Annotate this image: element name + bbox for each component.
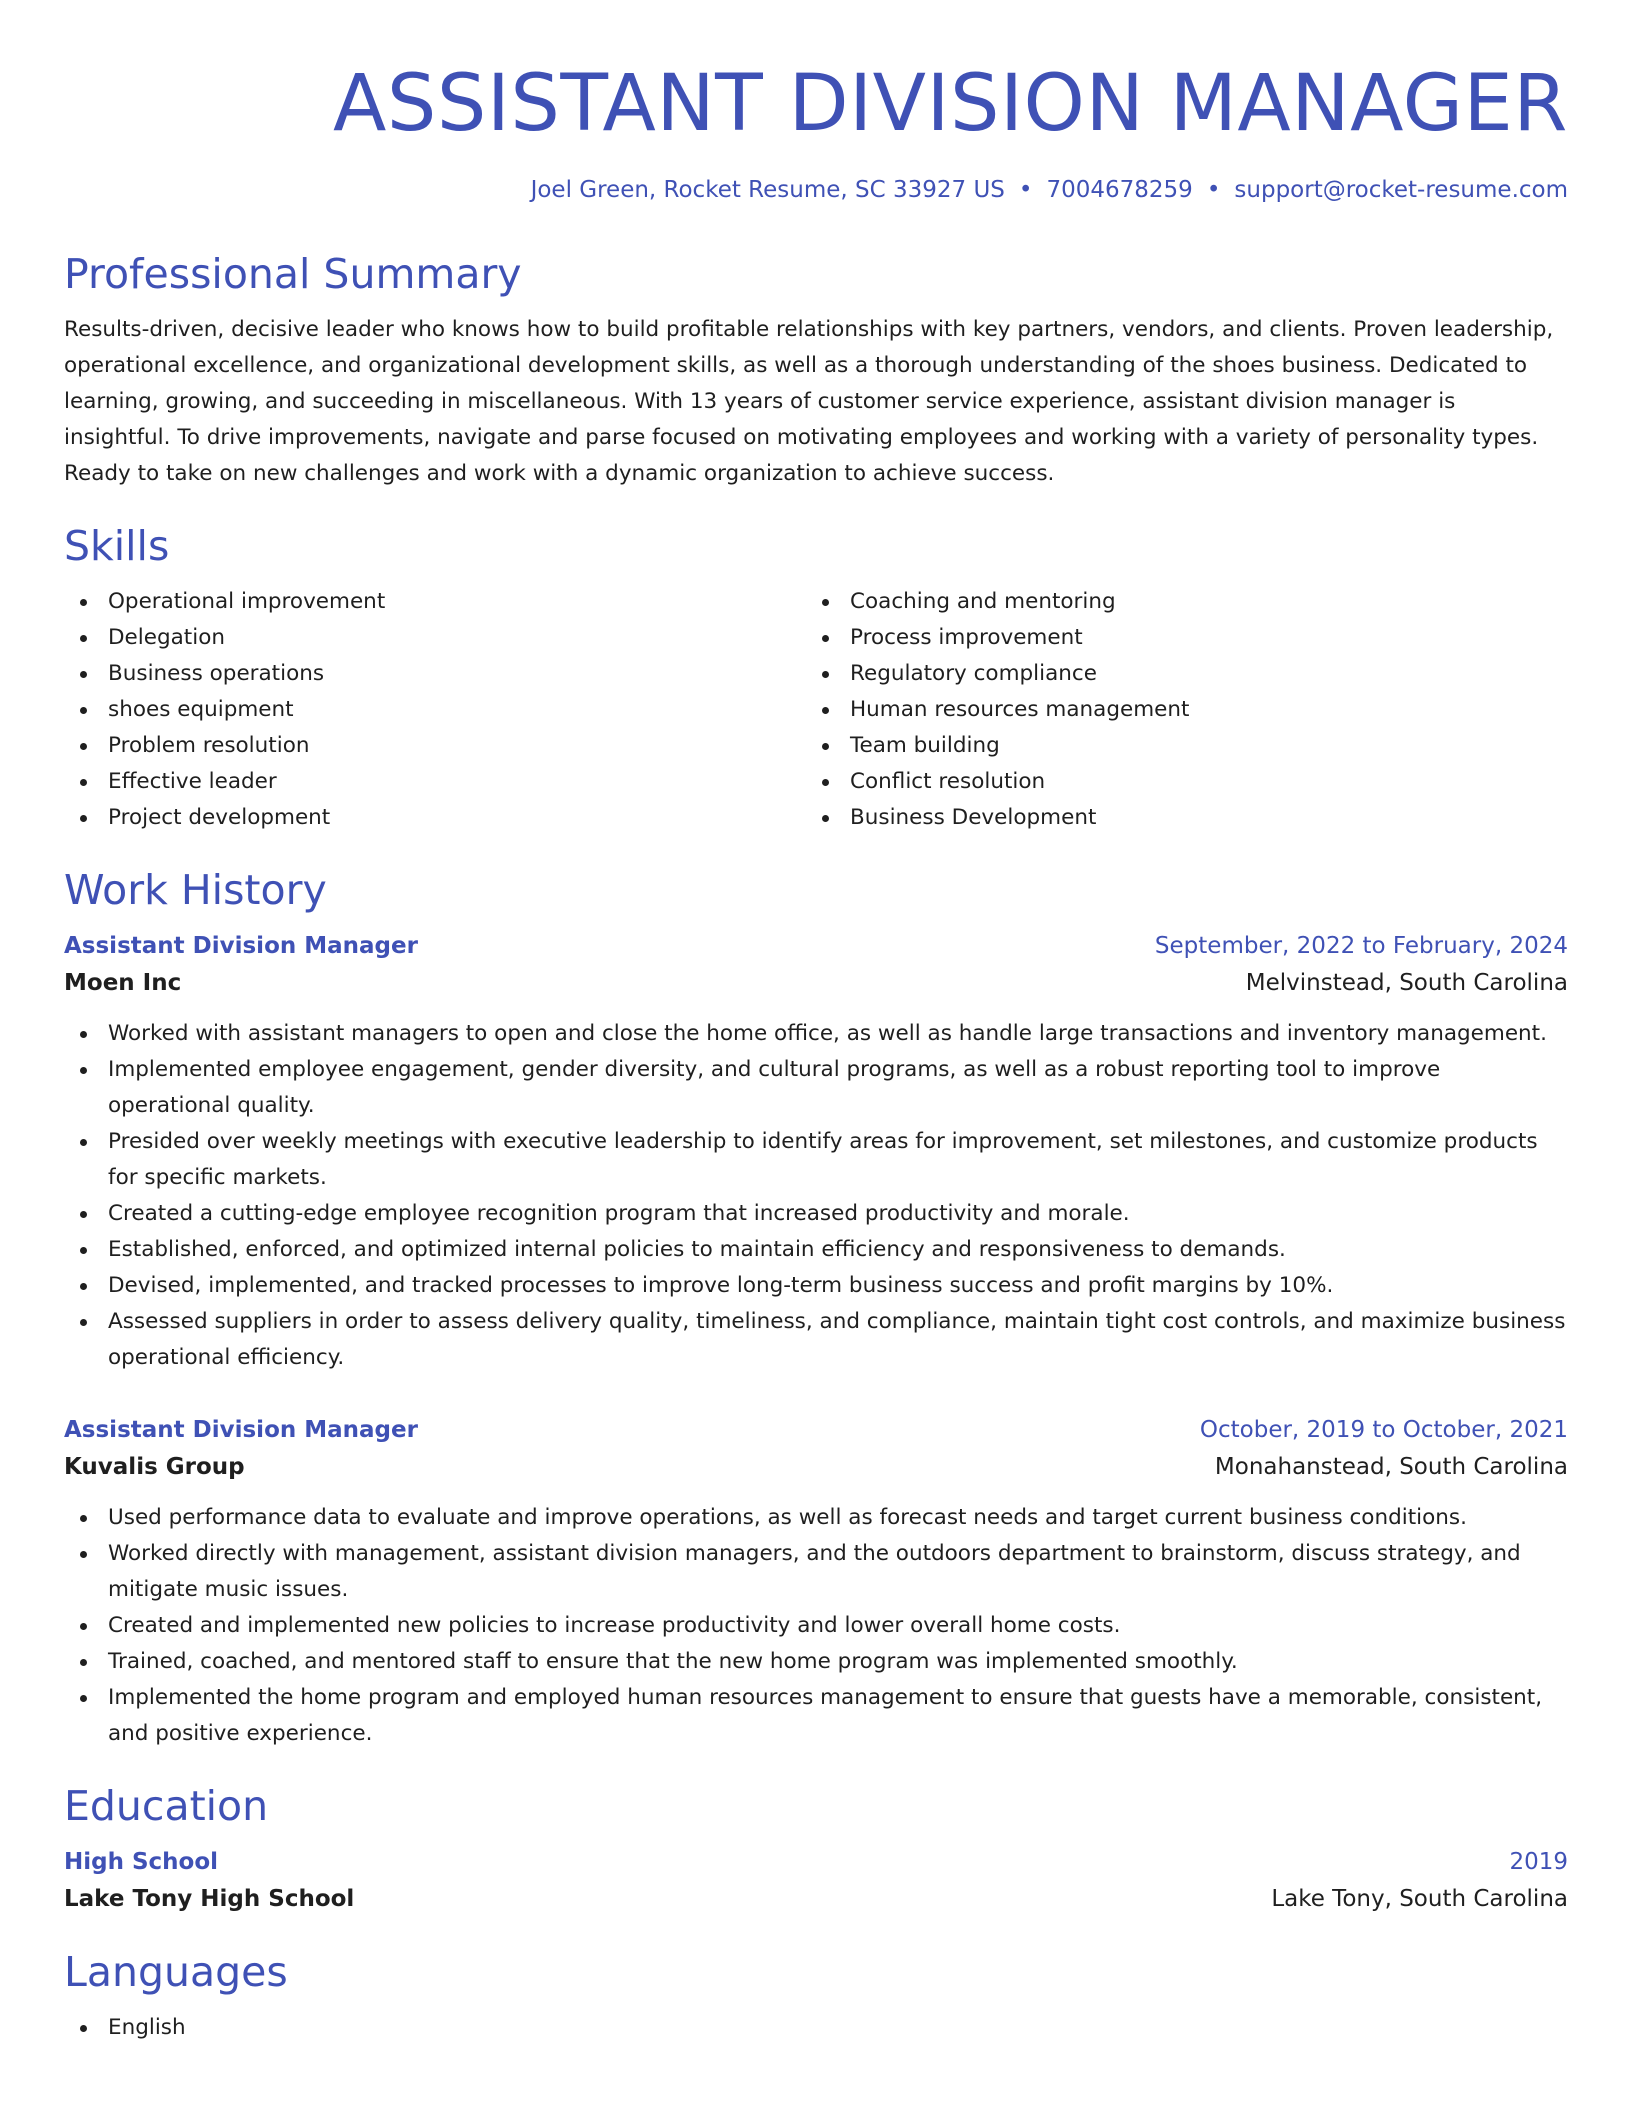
education-subheader: [64, 1880, 1568, 1918]
job-company: Kuvalis Group: [64, 1454, 245, 1480]
skill-item: Coaching and mentoring: [806, 584, 1548, 620]
skills-grid: [64, 584, 1568, 836]
skill-item: Problem resolution: [64, 728, 806, 764]
job-duties: [64, 1500, 1568, 1752]
skill-item: Business operations: [64, 656, 806, 692]
summary-heading: Professional Summary: [64, 250, 522, 298]
contact-phone: 7004678259: [1046, 177, 1193, 203]
education-header: [64, 1844, 1568, 1880]
job-title: Assistant Division Manager: [64, 933, 418, 959]
contact-address: Joel Green, Rocket Resume, SC 33927 US: [530, 177, 1005, 203]
job-duty: Presided over weekly meetings with executive leadership to identify areas for improvement, set milestones, and customize products for specific markets.: [64, 1124, 1568, 1196]
education-entry: [64, 1844, 1568, 1918]
job-company: Moen Inc: [64, 970, 182, 996]
education-location: Lake Tony, South Carolina: [1271, 1886, 1568, 1912]
job-header: [64, 928, 1568, 964]
job-dates: September, 2022 to February, 2024: [1154, 933, 1568, 959]
skill-item: Conflict resolution: [806, 764, 1548, 800]
work-history-heading: Work History: [64, 866, 327, 914]
languages-heading: Languages: [64, 1948, 288, 1996]
job-duty: Created and implemented new policies to increase productivity and lower overall home costs.: [64, 1608, 1568, 1644]
skill-item: Project development: [64, 800, 806, 836]
skills-heading: Skills: [64, 522, 170, 570]
contact-separator: •: [1206, 177, 1221, 203]
education-year: 2019: [1509, 1849, 1568, 1875]
job-duty: Worked with assistant managers to open and close the home office, as well as handle large transactions and inventory management.: [64, 1016, 1568, 1052]
contact-line: [64, 174, 1568, 206]
education-degree: High School: [64, 1849, 219, 1875]
contact-separator: •: [1018, 177, 1033, 203]
skill-item: Business Development: [806, 800, 1548, 836]
skills-left-column: [64, 584, 806, 836]
job-duty: Implemented employee engagement, gender diversity, and cultural programs, as well as a robust reporting tool to improve operational quality.: [64, 1052, 1568, 1124]
education-school: Lake Tony High School: [64, 1886, 355, 1912]
job-entry: [64, 928, 1568, 1376]
job-duty: Established, enforced, and optimized internal policies to maintain efficiency and responsiveness to demands.: [64, 1232, 1568, 1268]
job-duty: Devised, implemented, and tracked processes to improve long-term business success and profit margins by 10%.: [64, 1268, 1568, 1304]
job-dates: October, 2019 to October, 2021: [1199, 1417, 1568, 1443]
job-subheader: [64, 964, 1568, 1002]
skill-item: Team building: [806, 728, 1548, 764]
skill-item: Human resources management: [806, 692, 1548, 728]
contact-email[interactable]: support@rocket-resume.com: [1234, 177, 1568, 203]
skills-right-column: [806, 584, 1548, 836]
resume-page: [64, 56, 1568, 2046]
languages-list: [64, 2010, 1568, 2046]
job-duties: [64, 1016, 1568, 1376]
skill-item: Regulatory compliance: [806, 656, 1548, 692]
job-duty: Trained, coached, and mentored staff to ensure that the new home program was implemented smoothly.: [64, 1644, 1568, 1680]
skill-item: Operational improvement: [64, 584, 806, 620]
job-subheader: [64, 1448, 1568, 1486]
job-location: Melvinstead, South Carolina: [1245, 970, 1568, 996]
job-duty: Used performance data to evaluate and improve operations, as well as forecast needs and target current business conditions.: [64, 1500, 1568, 1536]
skill-item: shoes equipment: [64, 692, 806, 728]
education-heading: Education: [64, 1782, 269, 1830]
candidate-name: ASSISTANT DIVISION MANAGER: [332, 59, 1568, 149]
language-item: English: [64, 2010, 1568, 2046]
skill-item: Process improvement: [806, 620, 1548, 656]
summary-text: Results-driven, decisive leader who knows how to build profitable relationships with key partners, vendors, and clients. Proven leadership, operational excellence, and organizational development skills, as well as a thorough understanding of the shoes business. Dedicated to learning, growing, and succeeding in miscellaneous. With 13 years of customer service experience, assistant division manager is insightful. To drive improvements, navigate and parse focused on motivating employees and working with a variety of personality types. Ready to take on new challenges and work with a dynamic organization to achieve success.: [64, 317, 1554, 486]
job-duty: Created a cutting-edge employee recognition program that increased productivity and morale.: [64, 1196, 1568, 1232]
job-header: [64, 1412, 1568, 1448]
skill-item: Delegation: [64, 620, 806, 656]
job-duty: Implemented the home program and employed human resources management to ensure that guests have a memorable, consistent, and positive experience.: [64, 1680, 1568, 1752]
job-entry: [64, 1412, 1568, 1752]
job-title: Assistant Division Manager: [64, 1417, 418, 1443]
job-duty: Assessed suppliers in order to assess delivery quality, timeliness, and compliance, maintain tight cost controls, and maximize business operational efficiency.: [64, 1304, 1568, 1376]
job-location: Monahanstead, South Carolina: [1214, 1454, 1568, 1480]
skill-item: Effective leader: [64, 764, 806, 800]
job-duty: Worked directly with management, assistant division managers, and the outdoors department to brainstorm, discuss strategy, and mitigate music issues.: [64, 1536, 1568, 1608]
